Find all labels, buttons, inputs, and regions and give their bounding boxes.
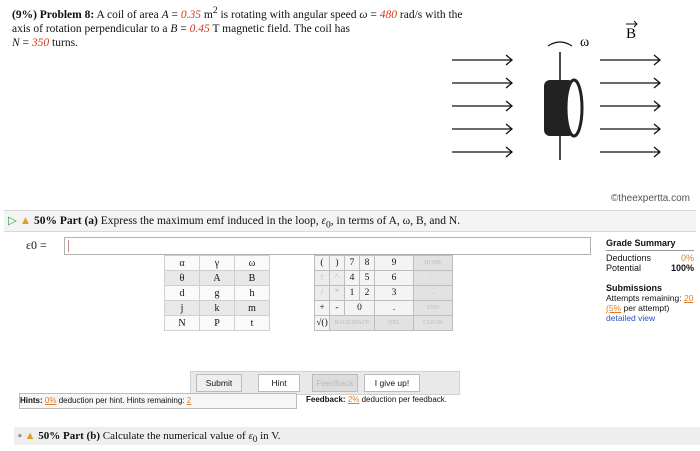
key-g[interactable]: g [200,286,235,301]
part-b-text: in V. [260,430,281,442]
feedback-pct: 2% [347,395,360,404]
key-open-paren[interactable]: ( [315,256,330,271]
key-B[interactable]: B [235,271,270,286]
emf-subscript: 0 [252,434,258,445]
feedback-info [306,393,676,407]
problem-statement: (9%) Problem 8: A coil of area A = 0.35 $m^2$ is rotating with angular speed ω = 480 rad/s with the axis of rotation perpendicular to a B = 0.45 T magnetic field. The coil has N = 350 turns. [12,5,463,49]
key-minus[interactable]: - [330,301,345,316]
hints-remaining: 2 [186,396,192,405]
credit: ©theexpertta.com [610,193,690,204]
key-h[interactable]: h [235,286,270,301]
hints-info [19,393,297,409]
key-theta[interactable]: θ [165,271,200,286]
attempts-label: Attempts remaining: [606,293,682,303]
hint-button[interactable]: Hint [258,374,300,392]
area-exponent: 2 [212,5,218,16]
key-clear[interactable]: CLEAR [414,316,453,331]
key-backspace[interactable]: BACKSPACE [330,316,375,331]
give-up-button[interactable]: I give up! [364,374,420,392]
coil-figure [440,18,700,168]
key-m[interactable]: m [235,301,270,316]
rotation-arrow [548,42,572,46]
feedback-label: Feedback: [306,395,346,404]
key-N[interactable]: N [165,316,200,331]
field-value: 0.45 [189,22,210,35]
submissions-title: Submissions [606,283,663,293]
grade-summary [606,238,694,273]
area-value: 0.35 [180,8,201,21]
key-j[interactable]: j [165,301,200,316]
key-right[interactable]: → [414,286,453,301]
key-caret[interactable]: ^ [330,271,345,286]
emf-prefix: ε0 = [26,238,47,252]
key-P[interactable]: P [200,316,235,331]
emf-subscript: 0 [326,219,331,231]
grade-title: Grade Summary [606,238,676,248]
warning-icon: ▲ [24,430,36,442]
key-divide[interactable]: / [315,286,330,301]
omega-label: ω [580,35,590,50]
key-multiply[interactable]: * [330,286,345,301]
feedback-button[interactable]: Feedback [312,374,358,392]
per-attempt-label: per attempt) [623,303,670,313]
part-b-label: 50% Part (b) [38,430,101,442]
emf-symbol: ε [321,215,326,227]
key-sqrt[interactable]: √() [315,316,330,331]
key-k[interactable]: k [200,301,235,316]
detailed-view-link[interactable]: detailed view [606,313,656,323]
problem-text: turns. [52,36,78,49]
area-unit: m [203,8,213,21]
problem-text: A coil of area [96,8,159,21]
key-omega[interactable]: ω [235,256,270,271]
part-b-header[interactable] [14,427,700,445]
key-2[interactable]: 2 [360,286,375,301]
submissions-panel [606,283,696,323]
key-gamma[interactable]: γ [200,256,235,271]
key-8[interactable]: 8 [360,256,375,271]
hints-label: Hints: [20,396,43,405]
part-b-text: Calculate the numerical value of [102,430,246,442]
problem-label: (9%) Problem 8: [12,8,95,21]
field-arrows-left [452,55,512,157]
field-symbol: B [170,22,178,35]
key-5[interactable]: 5 [360,271,375,286]
field-label: B [626,26,637,42]
warning-icon: ▲ [19,215,32,227]
submit-button[interactable]: Submit [196,374,242,392]
coil [544,80,582,136]
field-arrows-right [600,55,660,157]
turns-value: 350 [31,36,50,49]
problem-text: is rotating with angular speed [220,8,357,21]
key-del[interactable]: DEL [375,316,414,331]
key-9[interactable]: 9 [375,256,414,271]
area-symbol: A [161,8,169,21]
answer-input[interactable] [64,237,591,255]
part-a-label: 50% Part (a) [34,215,98,227]
deductions-label: Deductions [606,253,652,263]
key-0[interactable]: 0 [345,301,375,316]
feedback-text: deduction per feedback. [361,395,448,404]
omega-symbol: ω [359,8,368,21]
emf-symbol: ε [248,430,253,442]
part-a-text: Express the maximum emf induced in the loop, [100,215,319,227]
key-plus[interactable]: + [315,301,330,316]
key-up[interactable]: ↑ [315,271,330,286]
key-end[interactable]: END [414,301,453,316]
key-6[interactable]: 6 [375,271,414,286]
deductions-value: 0% [680,253,694,263]
key-d[interactable]: d [165,286,200,301]
key-close-paren[interactable]: ) [330,256,345,271]
key-A[interactable]: A [200,271,235,286]
play-icon[interactable]: ▷ [8,215,17,227]
key-1[interactable]: 1 [345,286,360,301]
variable-keypad [164,255,270,331]
part-icon: ▪ [18,430,22,442]
turns-symbol: N [12,36,20,49]
part-a-header [4,210,696,232]
key-alpha[interactable]: α [165,256,200,271]
key-t[interactable]: t [235,316,270,331]
omega-value: 480 [379,8,398,21]
problem-text: T magnetic field. The coil has [212,22,351,35]
number-pad [314,255,453,331]
potential-label: Potential [606,263,642,273]
per-attempt-value: (5% [606,303,622,313]
key-dot[interactable]: . [375,301,414,316]
problem-text: rad/s with the axis of rotation perpendicular to a [12,8,463,35]
hints-text: deduction per hint. Hints remaining: [58,396,185,405]
key-left[interactable]: ← [414,271,453,286]
attempts-value: 20 [683,293,694,303]
potential-value: 100% [670,263,694,273]
key-home[interactable]: HOME [414,256,453,271]
hints-pct: 0% [44,396,57,405]
part-a-text: , in terms of A, ω, B, and N. [330,215,461,227]
key-4[interactable]: 4 [345,271,360,286]
key-7[interactable]: 7 [345,256,360,271]
key-3[interactable]: 3 [375,286,414,301]
